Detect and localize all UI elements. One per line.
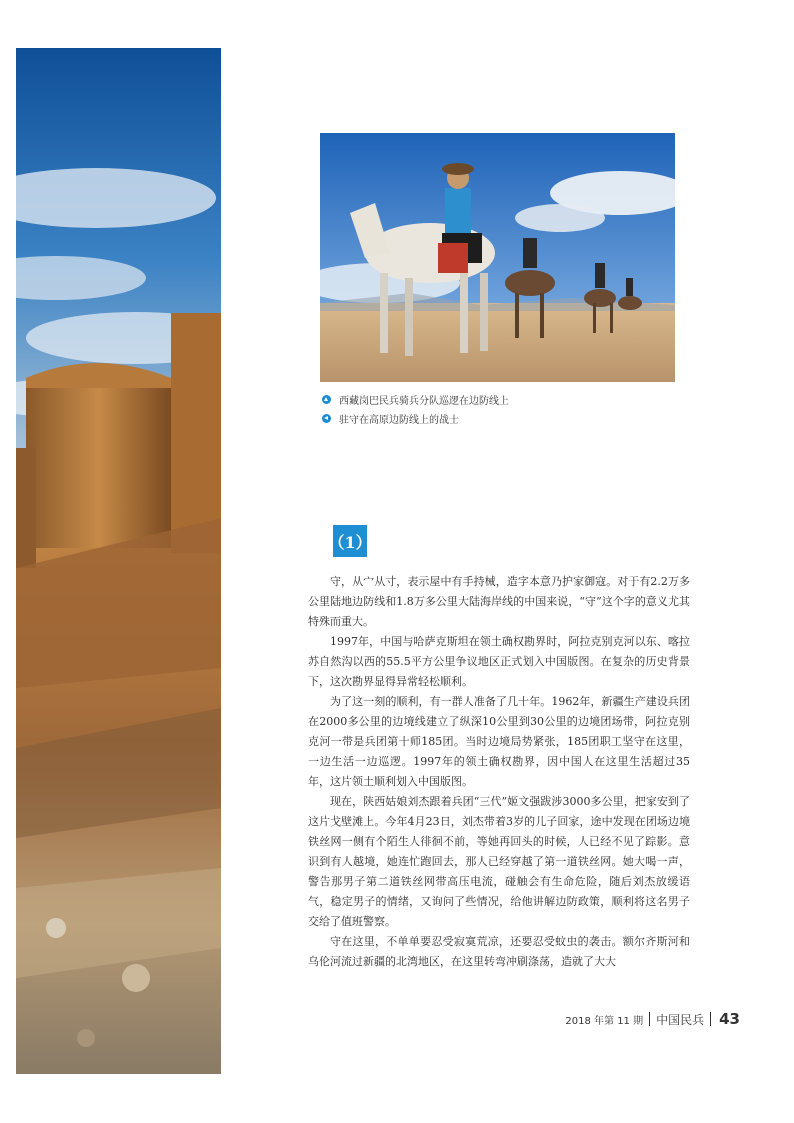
caption-text: 西藏岗巴民兵骑兵分队巡逻在边防线上: [339, 396, 509, 407]
paragraph: 守，从宀从寸，表示屋中有手持械，造字本意乃护家御寇。对于有2.2万多公里陆地边防线和1.8万多公里大陆海岸线的中国来说，“守”这个字的意义尤其特殊而重大。: [308, 575, 690, 628]
paragraph: 守在这里，不单单要忍受寂寞荒凉，还要忍受蚊虫的袭击。额尔齐斯河和乌伦河流过新疆的北湾地区，在这里转弯冲刷涤荡，造就了大大: [308, 935, 690, 968]
magazine-name: 中国民兵: [656, 1012, 705, 1027]
footer-divider: [710, 1012, 711, 1026]
footer-divider: [649, 1012, 650, 1026]
paragraph: 现在，陕西姑娘刘杰跟着兵团“三代”姬文强跋涉3000多公里，把家安到了这片戈壁滩上。今年4月23日，刘杰带着3岁的儿子回家，途中发现在团场边境铁丝网一侧有个陌生人徘徊不前，等她再回头的时候，人已经不见了踪影。意识到有人越境，她连忙跑回去，那人已经穿越了第一道铁丝网。她大喝一声，警告那男子第二道铁丝网带高压电流，碰触会有生命危险，随后刘杰放缓语气，稳定男子的情绪，又询问了些情况，给他讲解边防政策，顺利将这名男子交给了值班警察。: [308, 795, 690, 928]
caption-1: [320, 390, 680, 409]
photo-captions: [320, 390, 680, 428]
page-number: 43: [719, 1010, 740, 1028]
paragraph: 为了这一刻的顺利，有一群人准备了几十年。1962年，新疆生产建设兵团在2000多公里的边境线建立了纵深10公里到30公里的边境团场带，阿拉克别克河一带是兵团第十师185团。当时边境局势紧张，185团职工坚守在这里，一边生活一边巡逻。1997年的领土确权勘界，因中国人在这里生活超过35年，这片领土顺利划入中国版图。: [308, 695, 690, 788]
fortress-cliff-photo: [16, 48, 221, 1074]
section-number-badge: （1）: [333, 525, 367, 557]
article-body: [308, 572, 690, 972]
issue-label: 2018 年第 11 期: [565, 1015, 644, 1027]
triangle-up-icon: [322, 395, 331, 404]
caption-2: [320, 409, 680, 428]
paragraph: 1997年，中国与哈萨克斯坦在领土确权勘界时，阿拉克别克河以东、喀拉苏自然沟以西的55.5平方公里争议地区正式划入中国版图。在复杂的历史背景下，这次勘界显得异常轻松顺利。: [308, 635, 690, 688]
page-footer: [530, 1010, 740, 1028]
triangle-left-icon: [322, 414, 331, 423]
caption-text: 驻守在高原边防线上的战士: [339, 415, 459, 426]
mounted-militia-patrol-photo: [320, 133, 675, 382]
